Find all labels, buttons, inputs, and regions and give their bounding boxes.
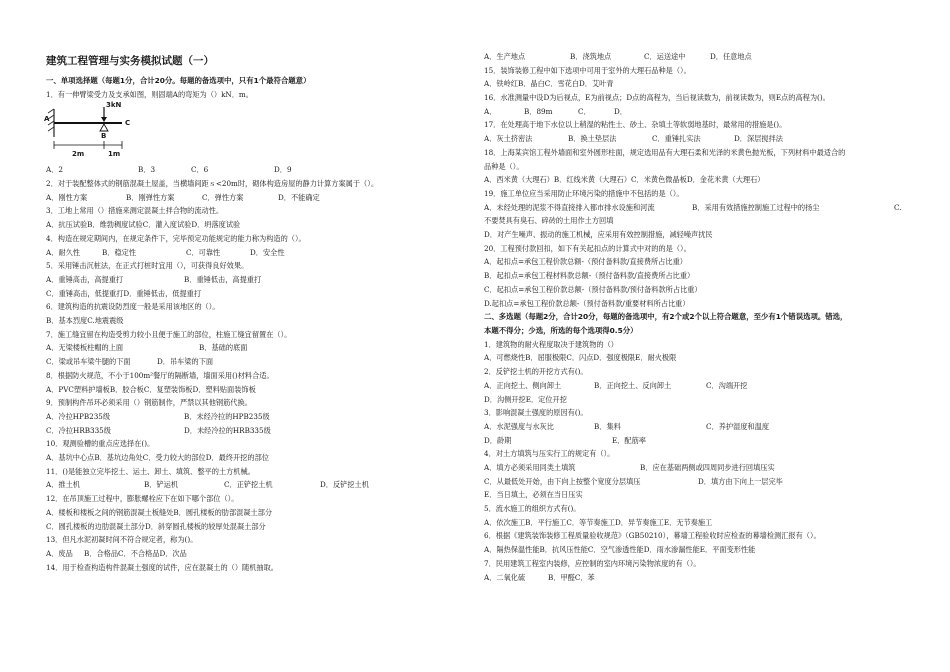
multi-question-5: 5．流水施工的组织方式有()。 (484, 504, 581, 514)
m7-options (484, 571, 924, 585)
section-multiple-choice-line1: 二、多选题（每题2分，合计20分，每题的备选项中，有2个或2个以上符合题意，至少有1个错误选项。错选， (484, 312, 848, 322)
q6-options: B．基本烈度C.地震震级 (46, 316, 124, 326)
question-14: 14．用于检查构造构件混凝土强度的试件，应在混凝土的（）随机抽取。 (46, 562, 278, 572)
option-c-prefix: C. (894, 202, 902, 212)
q9-options-cd (46, 424, 456, 438)
option-b: B．合格品C．不合格品D．次品 (84, 548, 187, 558)
option-d: D．不能确定 (278, 192, 320, 202)
option-b: B．刚弹性方案 (126, 192, 175, 202)
q7-options-cd (46, 355, 456, 369)
fig-label-load: 3kN (106, 101, 122, 110)
m2-options-de: D．沟侧开挖E．定位开挖 (484, 394, 567, 404)
option-b: B．稳定性 (102, 247, 137, 257)
question-12: 12．在吊顶施工过程中，膨胀螺栓应下在如下哪个部位（）。 (46, 494, 239, 504)
question-15: 15．装饰装修工程中如下选项中可用于室外的大理石品种是（）。 (484, 65, 691, 75)
multi-question-6: 6．根据《建筑装饰装修工程质量验收规范》（GB50210），幕墙工程验收时应检查的幕墙检测汇报有（）。 (484, 531, 821, 541)
option-c: C． (578, 106, 591, 116)
option-c: C．沟端开挖 (706, 380, 748, 390)
q10-options: A．基坑中心点B．基坑边角处C．受力较大的部位D．最终开挖的部位 (46, 453, 269, 463)
option-d: D．吊车梁的下面 (157, 357, 214, 367)
option-a: A．灰土挤密法 (484, 134, 533, 144)
q9-options-ab (46, 410, 456, 424)
option-d: D．龄期 (484, 435, 512, 445)
option-a: A．废品 (46, 548, 73, 558)
q12-options-cd: C．圆孔楼板的边肋混凝土部分D．斜穿圆孔楼板的较厚处混凝土部分 (46, 521, 266, 531)
option-b: B．未经冷拉的HPB235级 (184, 411, 270, 421)
q11-options (46, 478, 456, 492)
question-8: 8．根据防火规范，不小于100m²餐厅的隔断墙，墙面采用()材料合适。 (46, 370, 274, 380)
option-d: D．未经冷拉的HRB335级 (184, 425, 271, 435)
question-1: 1．有一伸臂梁受力及支承如图，则固端A的弯矩为（）kN．m。 (46, 89, 253, 99)
page-title: 建筑工程管理与实务模拟试题（一） (46, 55, 214, 67)
fig-label-a: A (44, 115, 50, 124)
q1-options (46, 163, 456, 177)
option-a: A．刚性方案 (46, 192, 88, 202)
option-b: B．正向挖土、反向卸土 (594, 380, 672, 390)
option-a: A．推土机 (46, 480, 80, 490)
m3-options-abc (484, 420, 924, 434)
option-b: B．集料 (594, 421, 621, 431)
q19-options-ab (484, 201, 924, 215)
option-c: C．冷拉HRB335级 (46, 425, 111, 435)
option-d: D．填方由下向上一层完毕 (698, 476, 783, 486)
q20-option-d: D.起扣点=承包工程价款总额-（预付备料款/重要材料所占比重） (484, 298, 690, 308)
q7-options-ab (46, 341, 456, 355)
multi-question-2: 2．反铲挖土机的开挖方式有()。 (484, 367, 588, 377)
option-c: C．可靠性 (186, 247, 221, 257)
left-column (46, 52, 456, 574)
option-c: C．运送途中 (644, 52, 686, 61)
option-c: C．梁或吊车梁牛腿的下面 (46, 357, 131, 367)
option-a: A．重锤高击，高提重打 (46, 274, 124, 284)
option-d: D． (614, 106, 627, 116)
option-c: C．弹性方案 (202, 192, 244, 202)
option-c: C．重锤扎实法 (652, 134, 701, 144)
question-18-line1: 18．上海某宾馆工程外墙面和室外圆形柱面，规定选用品有大理石柔和光泽的米黄色抛光板，下列材料中最适合的 (484, 147, 846, 157)
m4-option-e: E．当日填土，必须在当日压实 (484, 490, 583, 500)
beam-figure (46, 101, 456, 163)
fig-label-c: C (125, 119, 131, 128)
question-20: 20．工程预付款回扣，如下有关起扣点的计算式中对的的是（）。 (484, 243, 691, 253)
question-19: 19．施工单位应当采用防止环境污染的措施中不包括的是（）。 (484, 188, 684, 198)
m2-options-abc (484, 379, 924, 393)
fig-label-2m: 2m (72, 150, 85, 159)
question-10: 10．观测验槽的重点应选择在()。 (46, 439, 155, 449)
q13-options (46, 547, 456, 561)
option-d: D．反铲挖土机 (320, 480, 369, 490)
option-e: E．配筋率 (612, 435, 646, 445)
fig-label-b: B (101, 132, 107, 141)
q19-option-c: 不要焚具有臭石、碎砖的土用作土方回填 (484, 216, 614, 226)
q4-options (46, 246, 456, 260)
q2-options (46, 191, 456, 205)
option-a: A．水泥强度与水灰比 (484, 421, 554, 431)
option-b: B．基础的底面 (199, 343, 248, 353)
m5-options: A．依次施工B．平行施工C．等节奏施工D．异节奏施工E．无节奏施工 (484, 517, 713, 527)
q16-options (484, 105, 924, 119)
m1-options: A．可燃烧性B．屈服极限C．闪点D．强度极限E．耐火极限 (484, 353, 677, 363)
section-multiple-choice-line2: 本题不得分；少选，所选的每个选项得0.5分） (484, 326, 638, 335)
q20-option-a: A．起扣点=承包工程价款总额-（预付备料款/直接费所占比重） (484, 257, 687, 267)
option-b: B．重锤低击，高提重打 (184, 274, 262, 284)
q8-options: A．PVC塑料护墙板B．胶合板C．复塑装饰板D．塑料贴面装饰板 (46, 384, 256, 394)
q5-options-cd: C．重锤高击，低提重打D．重锤低击，低提重打 (46, 288, 202, 298)
option-b: B．铲运机 (144, 480, 179, 490)
option-b: B．3 (138, 165, 156, 175)
option-a: A．耐久性 (46, 247, 80, 257)
multi-question-1: 1．建筑物的耐火程度取决于建筑物的（） (484, 339, 618, 349)
question-17: 17．在处理高于地下水位以上稍湿的粘性土、砂土、杂填土等软弱地基时，最常用的措施是()。 (484, 120, 787, 130)
question-16: 16．水准测量中设D为后视点，E为前视点；D点的高程为，当后视读数为，前视读数为，则E点的高程为()。 (484, 93, 830, 103)
question-9: 9．预制构件吊环必须采用（）钢筋制作，严禁以其他钢筋代换。 (46, 398, 252, 408)
question-13: 13．但凡水泥初凝时间不符合规定者，称为()。 (46, 535, 198, 545)
q3-options: A．抗压试验B．维勃稠度试验C．灌入度试验D．坍落度试验 (46, 220, 241, 230)
q19-option-d: D．对产生噪声、振动的施工机械，应采用有效控制措施，减轻噪声扰民 (484, 230, 713, 240)
option-a: A．2 (46, 165, 63, 175)
q14-options (484, 50, 924, 64)
q5-options-ab (46, 273, 456, 287)
section-single-choice: 一、单项选择题（每题1分，合计20分。每题的备选项中，只有1个最符合题意） (46, 76, 311, 85)
option-a: A．冷拉HPB235级 (46, 411, 111, 421)
option-b: B．甲醛C．苯 (548, 572, 595, 582)
question-3: 3．工地上常用（）措施来测定混凝土拌合物的流动性。 (46, 206, 224, 216)
option-c: C．正铲挖土机 (224, 480, 273, 490)
question-7: 7．施工缝宜留在构造受剪力较小且便于施工的部位，柱施工缝宜留置在（）。 (46, 329, 292, 339)
q12-options-ab: A．楼板和楼板之间的钢筋混凝土板缝处B．圆孔楼板的肋部混凝土部分 (46, 507, 273, 517)
q20-option-b: B．起扣点=承包工程材料款总额-（预付备料款/直接费所占比重） (484, 271, 695, 281)
m4-options-cd (484, 475, 924, 489)
option-c: C．6 (191, 165, 209, 175)
option-d: D．深层搅拌法 (734, 134, 783, 144)
option-d: D．9 (274, 165, 292, 175)
question-6: 6．建筑构造的抗震设防烈度一般是采用该地区的（）。 (46, 302, 220, 312)
option-a: A．无梁楼板柱帽的上面 (46, 343, 124, 353)
option-a: A．未经处理的泥浆不得直接排入都市排水设施和河流 (484, 202, 655, 212)
m3-options-de (484, 434, 924, 448)
option-c: C．从最低处开始，由下向上按整个宽度分层填压 (484, 476, 641, 486)
option-c: C．养护湿度和温度 (706, 421, 770, 431)
option-b: B．89m (524, 106, 553, 116)
option-a: A．二氧化硫 (484, 572, 526, 582)
q17-options (484, 132, 924, 146)
q15-options: A．铁岭红B．晶白C．雪花白D．艾叶青 (484, 79, 614, 89)
q20-option-c: C．起扣点=承包工程价款总额-（预付备料款/预付备料款所占比重） (484, 284, 702, 294)
option-b: B．浇筑地点 (570, 52, 612, 61)
right-column (484, 50, 924, 584)
question-5: 5．采用锤击沉桩法，在正式打桩时宜用（），可获得良好效果。 (46, 261, 249, 271)
question-2: 2．对于装配整体式的钢筋混凝土屋盖，当横墙间距ｓ<20m时，砌体构造房屋的静力计算方案属于（）。 (46, 179, 379, 189)
option-d: D．安全性 (250, 247, 285, 257)
question-18-line2: 品种是（）。 (484, 161, 524, 171)
m6-options: A．隔热保温性能B．抗风压性能C．空气渗透性能D．雨水渗漏性能E．平面变形性能 (484, 545, 756, 555)
option-d: D．任意地点 (710, 52, 752, 61)
option-a: A． (484, 106, 497, 116)
fig-label-1m: 1m (108, 150, 121, 159)
option-b: B．换土垫层法 (568, 134, 617, 144)
option-b: B．应在基础两侧或四周同步进行回填压实 (640, 462, 775, 472)
question-4: 4．构造在规定期间内，在规定条件下，完毕预定功能规定的能力称为构造的（）。 (46, 233, 306, 243)
option-a: A．生产地点 (484, 52, 526, 61)
option-a: A．正向挖土、侧向卸土 (484, 380, 562, 390)
m4-options-ab (484, 461, 924, 475)
question-11: 11．()是能独立完毕挖土、运土、卸土、填筑、整平的土方机械。 (46, 466, 255, 476)
multi-question-4: 4．对土方填筑与压实行工的规定有（）。 (484, 449, 615, 459)
multi-question-7: 7．民用建筑工程室内装修，应控制的室内环境污染物浓度的有（）。 (484, 558, 701, 568)
option-a: A．填方必须采用同类土填筑 (484, 462, 576, 472)
multi-question-3: 3．影响混凝土强度的原因有()。 (484, 408, 588, 418)
q18-options: A．西米黄（大理石）B．红线米黄（大理石）C．米黄色微晶板D．金花米黄（大理石） (484, 175, 765, 185)
option-b: B．采用有效措施控制施工过程中的扬尘 (692, 202, 820, 212)
